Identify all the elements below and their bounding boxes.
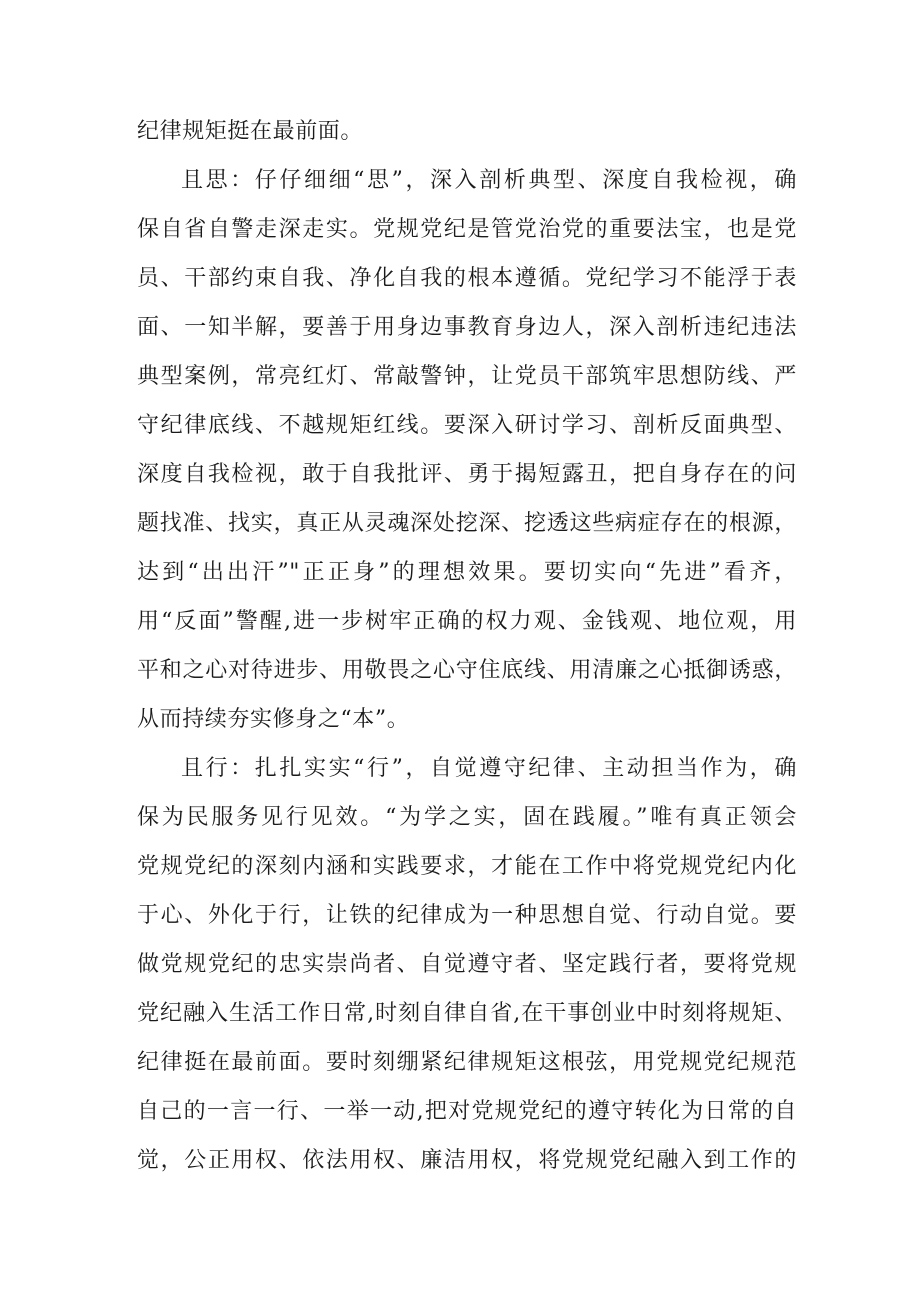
paragraph-line: 保自省自警走深走实。党规党纪是管党治党的重要法宝，也是党 (137, 217, 797, 242)
paragraph-line: 自己的一言一行、一举一动,把对党规党纪的遵守转化为日常的自 (137, 1099, 797, 1124)
paragraph-line: 平和之心对待进步、用敬畏之心守住底线、用清廉之心抵御诱惑， (137, 658, 797, 683)
paragraph-2 (137, 156, 797, 744)
paragraph-line: 觉，公正用权、依法用权、廉洁用权，将党规党纪融入到工作的 (137, 1148, 797, 1173)
paragraph-line: 用“反面”警醒,进一步树牢正确的权力观、金钱观、地位观，用 (137, 609, 797, 634)
paragraph-line: 题找准、找实，真正从灵魂深处挖深、挖透这些病症存在的根源， (137, 511, 797, 536)
paragraph-line: 从而持续夯实修身之“本”。 (137, 707, 410, 732)
paragraph-line: 纪律挺在最前面。要时刻绷紧纪律规矩这根弦，用党规党纪规范 (137, 1050, 797, 1075)
paragraph-line: 做党规党纪的忠实崇尚者、自觉遵守者、坚定践行者，要将党规 (137, 952, 797, 977)
paragraph-line: 且行：扎扎实实“行”，自觉遵守纪律、主动担当作为，确 (181, 756, 797, 781)
paragraph-line: 于心、外化于行，让铁的纪律成为一种思想自觉、行动自觉。要 (137, 903, 797, 928)
paragraph-line: 达到“出出汗”"正正身”的理想效果。要切实向“先进”看齐， (137, 560, 797, 585)
paragraph-1 (137, 107, 797, 156)
paragraph-line: 且思：仔仔细细“思”，深入剖析典型、深度自我检视，确 (181, 168, 797, 193)
paragraph-line: 面、一知半解，要善于用身边事教育身边人，深入剖析违纪违法 (137, 315, 797, 340)
paragraph-line: 典型案例，常亮红灯、常敲警钟，让党员干部筑牢思想防线、严 (137, 364, 797, 389)
paragraph-line: 纪律规矩挺在最前面。 (137, 119, 364, 144)
paragraph-line: 员、干部约束自我、净化自我的根本遵循。党纪学习不能浮于表 (137, 266, 797, 291)
paragraph-3 (137, 744, 797, 1185)
document-body (137, 107, 797, 1185)
paragraph-line: 保为民服务见行见效。“为学之实，固在践履。”唯有真正领会 (137, 805, 797, 830)
paragraph-line: 深度自我检视，敢于自我批评、勇于揭短露丑，把自身存在的问 (137, 462, 797, 487)
paragraph-line: 党纪融入生活工作日常,时刻自律自省,在干事创业中时刻将规矩、 (137, 1001, 797, 1026)
paragraph-line: 守纪律底线、不越规矩红线。要深入研讨学习、剖析反面典型、 (137, 413, 797, 438)
paragraph-line: 党规党纪的深刻内涵和实践要求，才能在工作中将党规党纪内化 (137, 854, 797, 879)
